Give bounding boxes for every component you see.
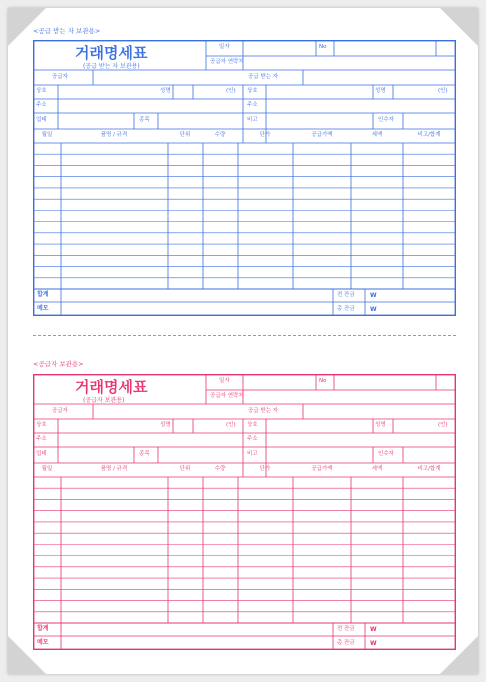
supplier-address-label: 주소 (36, 102, 47, 108)
column-header: 월일 (41, 132, 53, 138)
supplier-address-label: 주소 (36, 436, 47, 442)
business-label: 업태 (36, 451, 47, 457)
receiver-company-label: 상호 (247, 88, 258, 94)
receiver-address-label: 주소 (247, 102, 258, 108)
total-label: 합계 (37, 625, 49, 632)
receiver-company-label: 상호 (247, 422, 258, 428)
supplier-label: 공급자 (52, 74, 68, 80)
receiver-seal-label: (인) (438, 88, 448, 94)
receiver-address-label: 주소 (247, 436, 258, 442)
supplier-seal-label: (인) (226, 88, 236, 94)
form-grid-lines (33, 40, 456, 316)
form-title: 거래명세표 (75, 378, 148, 396)
column-header: 비고/합계 (417, 132, 441, 138)
column-header: 세액 (371, 132, 383, 138)
copy-caption: <공급 받는 자 보관용> (33, 27, 101, 35)
won-symbol: W (370, 306, 377, 313)
column-header: 공급가액 (311, 466, 333, 472)
acceptor-label: 인수자 (378, 451, 394, 457)
form-grid-lines (33, 374, 456, 650)
receiver-name-label: 성명 (375, 422, 386, 428)
receiver-label: 공급 받는 자 (248, 408, 279, 414)
prev-balance-label: 전 잔금 (337, 626, 355, 632)
no-label: No (319, 378, 327, 384)
memo-label: 메모 (37, 639, 49, 646)
invoice-form-receiver-copy (33, 40, 456, 316)
copy-caption: <공급자 보관용> (33, 360, 84, 368)
no-label: No (319, 44, 327, 50)
column-header: 공급가액 (311, 132, 333, 138)
receiver-label: 공급 받는 자 (248, 74, 279, 80)
won-symbol: W (370, 626, 377, 633)
column-header: 수량 (214, 466, 226, 472)
acceptor-label: 인수자 (378, 117, 394, 123)
form-subtitle: (공급자 보관용) (83, 397, 125, 404)
prev-balance-label: 전 잔금 (337, 292, 355, 298)
total-balance-label: 총 잔금 (337, 306, 355, 312)
date-label: 일자 (219, 44, 230, 50)
column-header: 세액 (371, 466, 383, 472)
remark-label: 비고 (247, 117, 258, 123)
form-title: 거래명세표 (75, 44, 148, 62)
column-header: 단위 (179, 466, 191, 472)
contact-label: 공급자 연락처 (210, 393, 244, 399)
form-border (34, 375, 456, 650)
column-header: 단위 (179, 132, 191, 138)
total-balance-label: 총 잔금 (337, 640, 355, 646)
category-label: 종목 (139, 117, 150, 123)
supplier-name-label: 성명 (160, 88, 171, 94)
column-header: 단가 (259, 132, 271, 138)
category-label: 종목 (139, 451, 150, 457)
business-label: 업태 (36, 117, 47, 123)
column-header: 월일 (41, 466, 53, 472)
supplier-company-label: 상호 (36, 422, 47, 428)
receiver-name-label: 성명 (375, 88, 386, 94)
supplier-company-label: 상호 (36, 88, 47, 94)
total-label: 합계 (37, 291, 49, 298)
supplier-seal-label: (인) (226, 422, 236, 428)
column-header: 단가 (259, 466, 271, 472)
column-header: 수량 (214, 132, 226, 138)
form-subtitle: (공급 받는 자 보관용) (83, 63, 140, 70)
contact-label: 공급자 연락처 (210, 59, 244, 65)
supplier-label: 공급자 (52, 408, 68, 414)
cut-line-divider (33, 335, 456, 336)
column-header: 품명 / 규격 (100, 132, 128, 138)
won-symbol: W (370, 640, 377, 647)
form-border (34, 41, 456, 316)
column-header: 비고/합계 (417, 466, 441, 472)
memo-label: 메모 (37, 305, 49, 312)
remark-label: 비고 (247, 451, 258, 457)
won-symbol: W (370, 292, 377, 299)
invoice-form-supplier-copy (33, 374, 456, 650)
column-header: 품명 / 규격 (100, 466, 128, 472)
supplier-name-label: 성명 (160, 422, 171, 428)
date-label: 일자 (219, 378, 230, 384)
receiver-seal-label: (인) (438, 422, 448, 428)
